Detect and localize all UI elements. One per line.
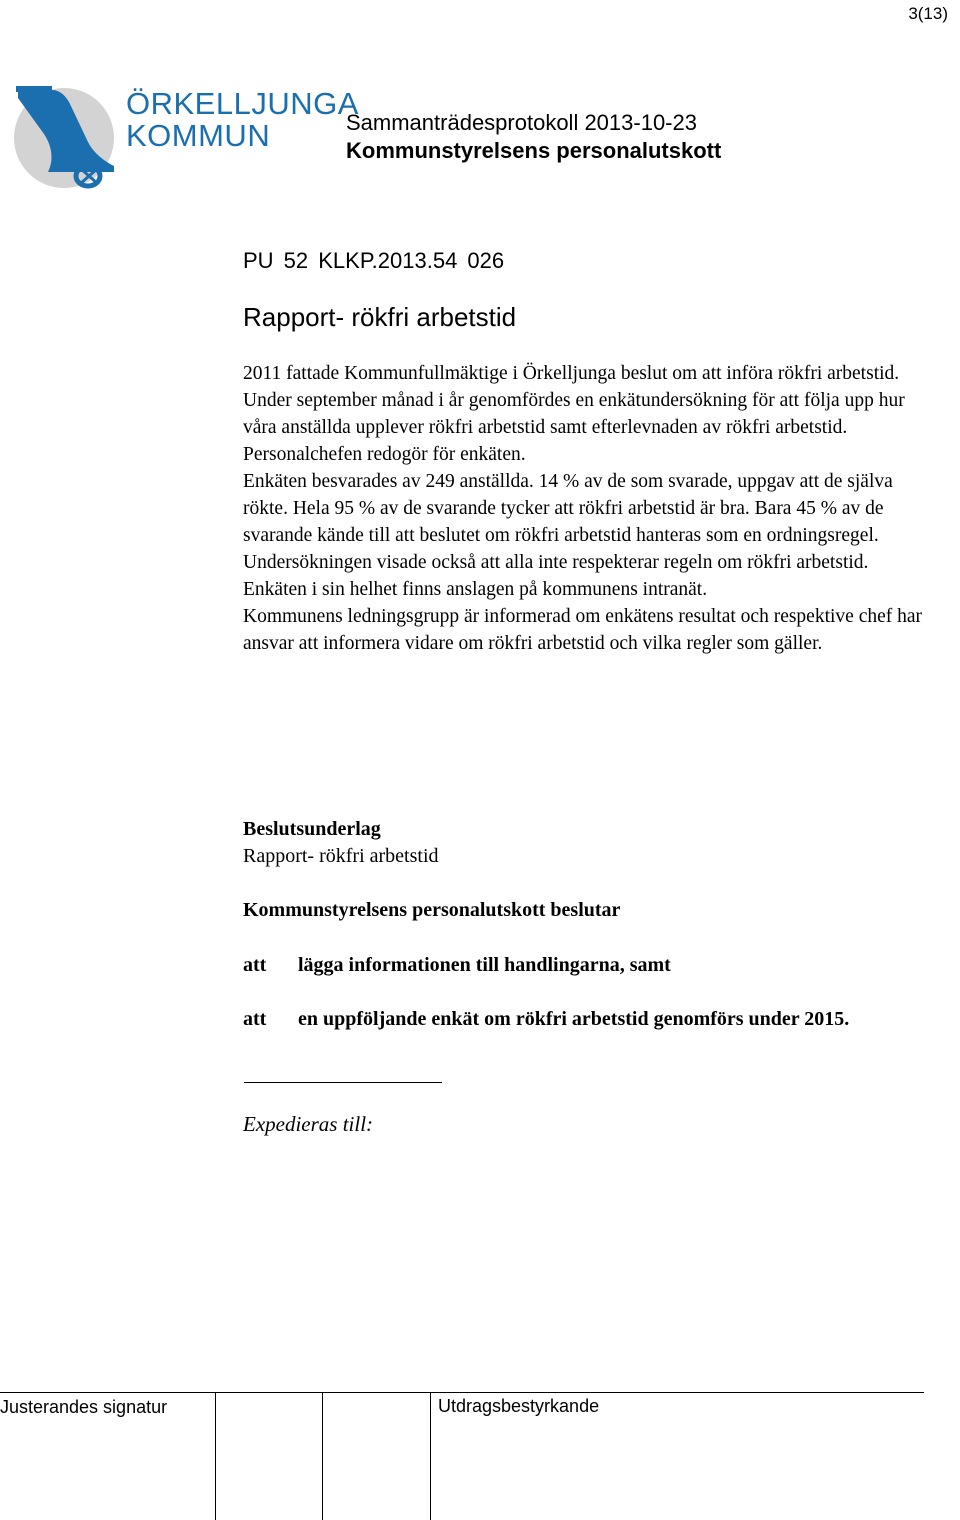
signature-label: Justerandes signatur — [0, 1397, 168, 1417]
body-paragraph: Enkäten besvarades av 249 anställda. 14 % av de som svarade, uppgav att de själva rökte. Hela 95 % av de svarande tycker att rökfri arbetstid är bra. Bara 45 % av de svarande kände till att beslutet om rökfri arbetstid hanteras som en ordningsregel. — [243, 471, 893, 546]
body-paragraph: Undersökningen visade också att alla inte respekterar regeln om rökfri arbetstid. — [243, 552, 869, 573]
decision-text: lägga informationen till handlingarna, samt — [298, 954, 671, 976]
decision-att: att — [243, 1008, 267, 1030]
body-paragraph: Enkäten i sin helhet finns anslagen på kommunens intranät. — [243, 579, 708, 600]
municipality-logo — [14, 80, 359, 192]
footer-divider — [215, 1392, 216, 1520]
body-paragraph: Personalchefen redogör för enkäten. — [243, 444, 526, 465]
footer-rule — [0, 1392, 924, 1393]
body-paragraph: Under september månad i år genomfördes en enkätundersökning för att följa upp hur våra anställda upplever rökfri arbetstid samt efterlevnaden av rökfri arbetstid. — [243, 390, 905, 438]
bell-emblem-icon — [14, 80, 118, 192]
case-title: Rapport- rökfri arbetstid — [243, 302, 517, 332]
case-reference: PU 52 KLKP.2013.54 026 — [243, 248, 505, 273]
protocol-title: Sammanträdesprotokoll 2013-10-23 — [346, 110, 697, 135]
committee-name: Kommunstyrelsens personalutskott — [346, 138, 722, 163]
separator-line — [244, 1082, 302, 1083]
separator-line — [302, 1082, 442, 1083]
body-paragraph: Kommunens ledningsgrupp är informerad om enkätens resultat och respektive chef har ansvar att informera vidare om rökfri arbetstid och vilka regler som gäller. — [243, 606, 923, 654]
logo-wordmark-line1: ÖRKELLJUNGA — [126, 86, 359, 121]
case-body — [243, 360, 923, 657]
distribution-label: Expedieras till: — [243, 1112, 374, 1136]
basis-heading: Beslutsunderlag — [243, 818, 381, 840]
decision-att: att — [243, 954, 267, 976]
decision-heading: Kommunstyrelsens personalutskott beslutar — [243, 899, 621, 921]
footer-divider — [430, 1392, 431, 1520]
basis-item: Rapport- rökfri arbetstid — [243, 845, 439, 867]
certification-label: Utdragsbestyrkande — [438, 1396, 600, 1416]
footer-divider — [322, 1392, 323, 1520]
decision-text: en uppföljande enkät om rökfri arbetstid genomförs under 2015. — [298, 1008, 850, 1030]
body-paragraph: 2011 fattade Kommunfullmäktige i Örkelljunga beslut om att införa rökfri arbetstid. — [243, 363, 900, 384]
decision-item — [243, 1006, 903, 1062]
decision-item — [243, 952, 903, 982]
page-number: 3(13) — [908, 4, 948, 23]
logo-wordmark-line2: KOMMUN — [126, 118, 271, 153]
